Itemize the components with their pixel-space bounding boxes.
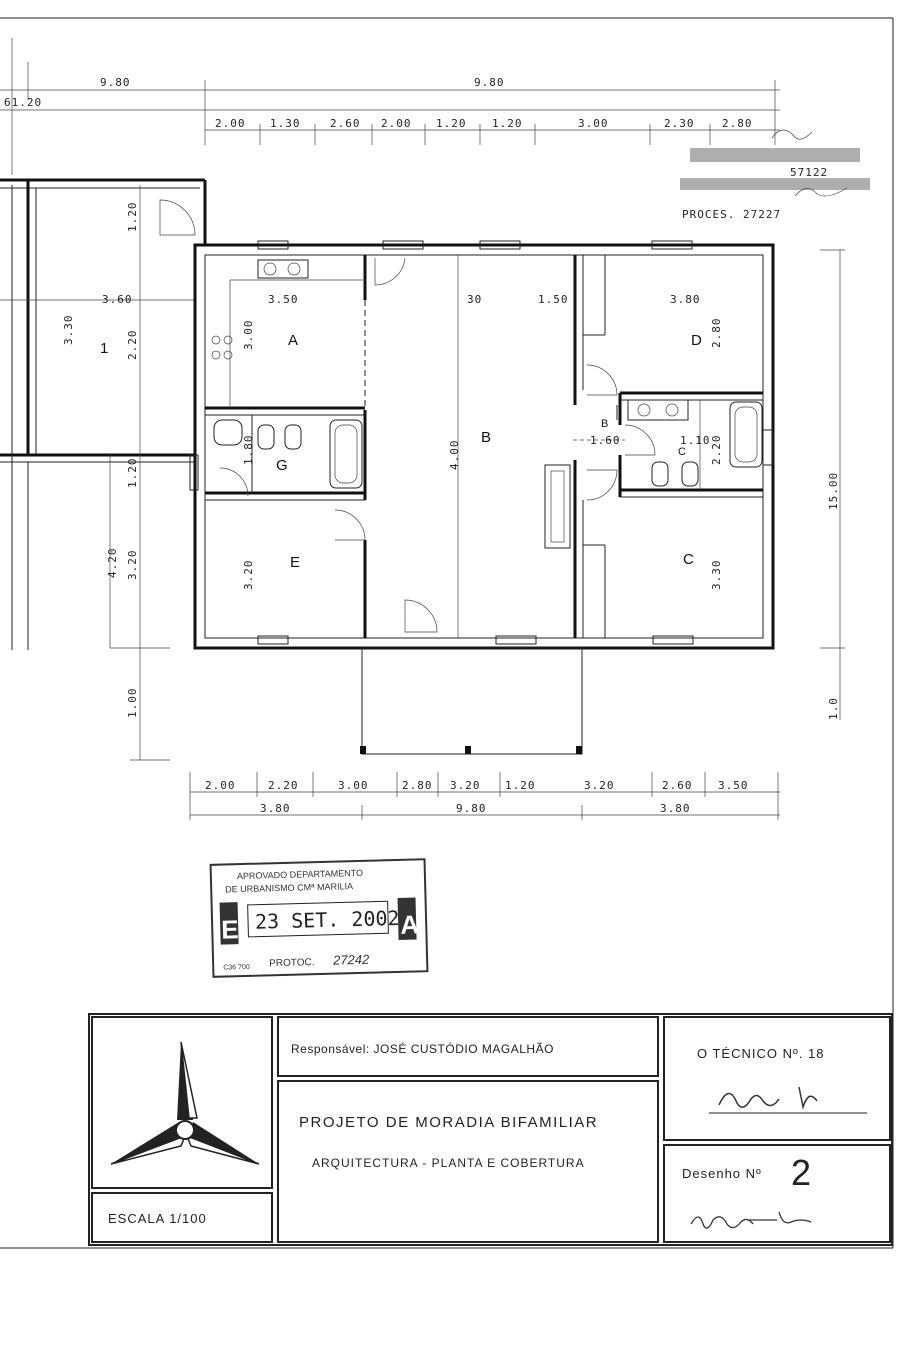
project-subtitle: ARQUITECTURA - PLANTA E COBERTURA <box>312 1156 585 1170</box>
dim-bottom-seg-6: 1.20 <box>505 779 536 792</box>
dim-bottom-seg-3: 3.00 <box>338 779 369 792</box>
main-house-walls <box>190 241 773 754</box>
annex-walls <box>0 180 205 650</box>
dim-room-b-width: 30 <box>467 293 483 306</box>
dim-bath-c-depth: 2.20 <box>710 434 723 465</box>
scale-text: ESCALA 1/100 <box>108 1211 207 1226</box>
dim-top-total-left: 9.80 <box>100 76 131 89</box>
dim-left-2: 3.30 <box>62 314 75 345</box>
dim-top-side: 61.20 <box>4 96 43 109</box>
stamp-protocol-label: PROTOC. <box>269 957 315 970</box>
registry-process: PROCES. 27227 <box>682 208 782 221</box>
stamp-right-letter: A <box>399 909 420 940</box>
dim-room-d-depth: 2.80 <box>710 317 723 348</box>
logo-cell <box>91 1016 273 1189</box>
top-dimension-lines <box>0 38 780 175</box>
dim-room-e-depth: 3.20 <box>242 559 255 590</box>
dim-bottom-seg-8: 2.60 <box>662 779 693 792</box>
company-logo-icon <box>93 1018 271 1187</box>
room-b-small-label: B <box>601 418 609 430</box>
dim-left-6: 3.20 <box>126 549 139 580</box>
dim-left-1: 1.20 <box>126 201 139 232</box>
registry-number: 57122 <box>790 166 829 179</box>
dim-top-seg-7: 3.00 <box>578 117 609 130</box>
dim-bottom-total-2: 9.80 <box>456 802 487 815</box>
dim-room-b-depth: 4.00 <box>448 439 461 470</box>
dim-bottom-seg-1: 2.00 <box>205 779 236 792</box>
project-title-cell <box>277 1080 659 1243</box>
technician-text: O TÉCNICO Nº. 18 <box>697 1046 825 1061</box>
drawing-signature-icon <box>687 1204 827 1244</box>
responsible-cell <box>277 1016 659 1077</box>
stamp-protocol-number: 27242 <box>332 951 370 968</box>
technician-signature-icon <box>689 1073 869 1123</box>
dim-room-a-width: 3.50 <box>268 293 299 306</box>
left-dimension-lines <box>110 185 170 760</box>
dim-hall-width: 1.60 <box>590 434 621 447</box>
dim-right-small: 1.0 <box>827 697 840 720</box>
stamp-date: 23 SET. 2002 <box>254 905 400 934</box>
responsible-text: Responsável: JOSÉ CUSTÓDIO MAGALHÃO <box>291 1042 554 1056</box>
dim-top-seg-9: 2.80 <box>722 117 753 130</box>
dim-room-g-depth: 1.80 <box>242 434 255 465</box>
room-d-label: D <box>691 332 702 349</box>
dim-top-seg-6: 1.20 <box>492 117 523 130</box>
dim-top-seg-3: 2.60 <box>330 117 361 130</box>
dim-top-seg-8: 2.30 <box>664 117 695 130</box>
dim-top-total-right: 9.80 <box>474 76 505 89</box>
dim-bottom-seg-9: 3.50 <box>718 779 749 792</box>
room-c-label: C <box>683 551 694 568</box>
dim-bottom-seg-5: 3.20 <box>450 779 481 792</box>
dim-bottom-seg-4: 2.80 <box>402 779 433 792</box>
dim-left-7: 1.00 <box>126 687 139 718</box>
stamp-line-1: APROVADO DEPARTAMENTO <box>236 867 364 882</box>
dim-right-total: 15.00 <box>827 471 840 510</box>
dim-bottom-total-1: 3.80 <box>260 802 291 815</box>
dim-top-seg-1: 2.00 <box>215 117 246 130</box>
room-c-small-label: C <box>678 446 686 458</box>
dim-left-4: 1.20 <box>126 457 139 488</box>
stamp-left-letter: E <box>220 914 239 945</box>
dim-room-c-depth: 3.30 <box>710 559 723 590</box>
drawing-number: 2 <box>791 1152 813 1193</box>
room-b-label: B <box>481 429 492 446</box>
scale-cell <box>91 1192 273 1243</box>
technician-cell <box>663 1016 891 1141</box>
dim-bath-c-width: 1.10 <box>680 434 711 447</box>
room-e-label: E <box>290 554 301 571</box>
dim-left-3: 2.20 <box>126 329 139 360</box>
stamp-code: C36 700 <box>223 963 250 972</box>
project-title: PROJETO DE MORADIA BIFAMILIAR <box>299 1114 599 1131</box>
dim-room-a-depth: 3.00 <box>242 319 255 350</box>
dim-top-seg-2: 1.30 <box>270 117 301 130</box>
dim-annex-width: 3.60 <box>102 293 133 306</box>
drawing-number-cell <box>663 1144 891 1243</box>
stamp-line-2: DE URBANISMO CMª MARILIA <box>225 881 354 895</box>
dim-bottom-seg-2: 2.20 <box>268 779 299 792</box>
room-a-label: A <box>288 332 299 349</box>
dim-bottom-seg-7: 3.20 <box>584 779 615 792</box>
drawing-label: Desenho Nº <box>682 1166 762 1181</box>
room-g-label: G <box>276 457 288 474</box>
dim-left-5: 4.20 <box>106 547 119 578</box>
dim-room-d-width: 3.80 <box>670 293 701 306</box>
room-1-label: 1 <box>100 340 109 357</box>
approval-stamp <box>211 859 428 977</box>
dim-bottom-total-3: 3.80 <box>660 802 691 815</box>
dim-top-seg-4: 2.00 <box>381 117 412 130</box>
dim-corridor-width: 1.50 <box>538 293 569 306</box>
dim-top-seg-5: 1.20 <box>436 117 467 130</box>
